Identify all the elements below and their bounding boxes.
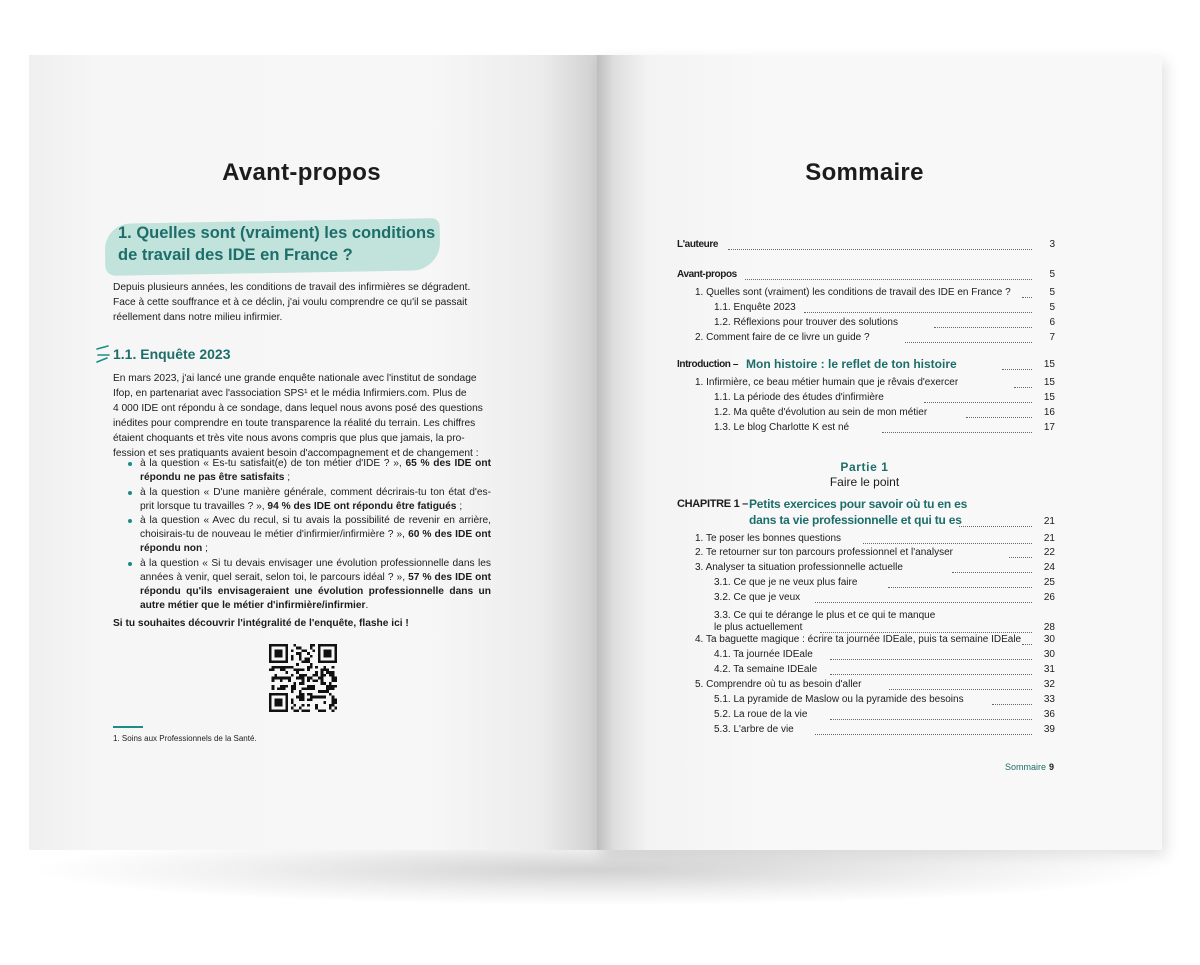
intro-paragraph [113,280,491,325]
page-title: Avant-propos [222,159,381,186]
survey-results-list [127,457,491,613]
toc-row[interactable] [597,358,1162,372]
dot-leader [889,689,1032,690]
toc-row[interactable] [597,376,1162,390]
dot-leader [882,432,1032,433]
toc-row[interactable] [597,708,1162,722]
toc-entry-label: 3.1. Ce que je ne veux plus faire [714,577,858,588]
page-number: 7 [1049,332,1055,343]
bullet-text: à la question « Es-tu satisfait(e) de ton métier d'IDE ? », [140,458,406,469]
qr-code-icon[interactable] [269,644,337,712]
dot-leader [1022,297,1032,298]
toc-entry-label: 4.2. Ta semaine IDEale [714,664,818,675]
dot-leader [1009,557,1032,558]
dot-leader [924,402,1032,403]
footnote: 1. Soins aux Professionnels de la Santé. [113,734,257,743]
bullet-end: ; [202,543,208,554]
chapter-prefix: CHAPITRE 1 – [677,498,748,510]
toc-row[interactable] [597,421,1162,435]
toc-row[interactable] [597,693,1162,707]
page-number: 28 [1043,622,1055,633]
page-number: 24 [1043,562,1055,573]
page-number: 21 [1043,516,1055,527]
dot-leader [992,704,1032,705]
dot-leader [959,526,1032,527]
section-heading [118,222,448,266]
subsection-heading: 1.1. Enquête 2023 [113,346,231,362]
toc-entry-label: 1. Quelles sont (vraiment) les conditions de travail des IDE en France ? [695,287,1011,298]
toc-entry-label: 1.2. Ma quête d'évolution au sein de mon métier [714,407,928,418]
text-line: Ifop, en partenariat avec l'association SPS¹ et le média Infirmiers.com. Plus de [113,388,467,399]
dot-leader [830,674,1032,675]
part-title: Faire le point [829,475,900,489]
list-item [127,514,491,556]
toc-entry-label: 3.2. Ce que je veux [714,592,801,603]
section-heading-line: de travail des IDE en France ? [118,246,353,264]
page-title: Sommaire [805,159,924,186]
bullet-end: ; [456,500,463,512]
right-page [597,55,1162,850]
page-number: 5 [1049,302,1055,313]
text-line: Face à cette souffrance et à ce déclin, j'ai voulu comprendre ce qu'il se passait [113,297,468,308]
page-number: 39 [1043,724,1055,735]
text-line: Depuis plusieurs années, les conditions de travail des infirmières se dégradent. [113,282,471,293]
toc-row[interactable] [597,238,1162,252]
dot-leader [1002,369,1032,370]
page-number: 30 [1043,649,1055,660]
toc-row[interactable] [597,286,1162,300]
page-number: 21 [1043,533,1055,544]
text-line: réellement dans notre milieu infirmier. [113,312,283,323]
text-line: 4 000 IDE ont répondu à ce sondage, dans lequel nous avons posé des questions [113,403,483,414]
bullet-emphasis: 94 % des IDE ont répondu être fatigués [267,500,457,512]
toc-row[interactable] [597,316,1162,330]
text-line: fession et ses pratiquants avaient besoin d'accompagnement et de changement : [113,448,479,459]
toc-entry-label: 1. Infirmière, ce beau métier humain que je rêvais d'exercer [695,377,959,388]
toc-row[interactable] [597,678,1162,692]
bullet-icon [128,562,132,566]
bullet-emphasis: 60 % des IDE ont répondu non [140,529,491,554]
toc-row[interactable] [597,532,1162,546]
dot-leader [830,659,1032,660]
toc-entry-label: 3.3. Ce qui te dérange le plus et ce qui te manque [714,610,936,621]
toc-entry-label: Avant-propos [677,269,737,280]
toc-entry-label: 5.1. La pyramide de Maslow ou la pyramide des besoins [714,694,964,705]
page-number: 16 [1043,407,1055,418]
page-number: 15 [1043,377,1055,388]
toc-row[interactable] [597,648,1162,662]
page-number: 3 [1049,239,1055,250]
toc-row[interactable] [597,406,1162,420]
page-number: 33 [1043,694,1055,705]
bullet-text: à la question « Si tu devais envisager une évolution professionnelle dans les années à venir, quel serait, selon toi, le parcours idéal ? », [140,557,491,583]
bullet-text: à la question « Avec du recul, si tu avais la possibilité de revenir en arrière, choisirais-tu de nouveau le métier d'infirmier/infirmière ? », [140,515,491,540]
toc-entry-label: 1.2. Réflexions pour trouver des solutions [714,317,898,328]
dot-leader [966,417,1032,418]
dot-leader [745,279,1032,280]
page-number: 30 [1043,634,1055,645]
page-number: 31 [1043,664,1055,675]
toc-entry-label: 5.3. L'arbre de vie [714,724,794,735]
toc-row[interactable] [597,331,1162,345]
bullet-emphasis: 65 % des IDE ont répondu ne pas être satisfaits [140,458,492,483]
list-item [127,557,491,613]
text-line: inédites pour comprendre en toute transparence la réalité du terrain. Les chiffres [113,418,476,429]
toc-entry-label: L'auteure [677,239,719,250]
toc-entry-label: Introduction – [677,359,739,370]
dot-leader [815,734,1032,735]
chapter-title: Petits exercices pour savoir où tu en es [749,497,968,511]
toc-entry-label: 1.1. Enquête 2023 [714,302,796,313]
dot-leader [1022,644,1032,645]
toc-entry-label: 1.1. La période des études d'infirmière [714,392,884,403]
bullet-icon [128,519,132,523]
dot-leader [952,572,1032,573]
toc-row[interactable] [597,546,1162,560]
bullet-icon [128,462,132,466]
toc-row[interactable] [597,723,1162,737]
page-number: 36 [1043,709,1055,720]
bullet-end: . [365,599,369,611]
toc-entry-label: 3. Analyser ta situation professionnelle actuelle [695,562,903,573]
spark-icon [95,341,111,369]
bullet-end: ; [284,472,291,483]
page-number: 5 [1049,287,1055,298]
dot-leader [905,342,1032,343]
body-paragraph [113,371,491,461]
page-number: 32 [1043,679,1055,690]
toc-entry-label: 2. Comment faire de ce livre un guide ? [695,332,870,343]
list-item [127,486,491,514]
bullet-icon [128,491,132,495]
toc-entry-label: 1. Te poser les bonnes questions [695,533,842,544]
toc-row[interactable] [597,633,1162,647]
toc-row[interactable] [597,591,1162,605]
page-number: 15 [1043,359,1055,370]
dot-leader [1014,387,1032,388]
chapter-title: dans ta vie professionnelle et qui tu es [749,513,962,527]
dot-leader [815,602,1032,603]
toc-entry-label: 1.3. Le blog Charlotte K est né [714,422,850,433]
text-line: En mars 2023, j'ai lancé une grande enquête nationale avec l'institut de sondage [113,373,477,384]
page-number: 25 [1043,577,1055,588]
page-number: 26 [1043,592,1055,603]
list-item [127,457,491,485]
toc-entry-subtitle: Mon histoire : le reflet de ton histoire [746,357,957,371]
dot-leader [888,587,1032,588]
running-footer: Sommaire [1005,762,1047,772]
dot-leader [863,543,1032,544]
toc-row[interactable] [597,391,1162,405]
toc-row[interactable] [597,561,1162,575]
dot-leader [728,249,1032,250]
left-page [29,55,599,850]
section-heading-line: 1. Quelles sont (vraiment) les conditions [118,224,436,242]
dot-leader [804,312,1032,313]
page-number: 15 [1043,392,1055,403]
toc-row[interactable] [597,576,1162,590]
chapter-row [597,515,1162,529]
toc-row[interactable] [597,301,1162,315]
page-number: 6 [1049,317,1055,328]
toc-entry-label: 4. Ta baguette magique : écrire ta journée IDEale, puis ta semaine IDEale [695,634,1022,645]
bullet-text: à la question « D'une manière générale, comment décrirais-tu ton état d'es-prit lorsque tu travailles ? », [140,486,491,512]
part-number: Partie 1 [840,460,889,474]
bullet-emphasis: 57 % des IDE ont répondu qu'ils envisageraient une évolution professionnelle dans un autre métier que le métier d'infirmière/infirmier [140,571,491,611]
page-number: 5 [1049,269,1055,280]
dot-leader [934,327,1032,328]
toc-entry-label: 5. Comprendre où tu as besoin d'aller [695,679,862,690]
dot-leader [830,719,1032,720]
toc-entry-label: 5.2. La roue de la vie [714,709,808,720]
folio-number: 9 [1049,762,1055,772]
toc-row[interactable] [597,663,1162,677]
toc-entry-label: le plus actuellement [714,622,803,633]
survey-cta: Si tu souhaites découvrir l'intégralité de l'enquête, flashe ici ! [113,618,409,629]
toc-entry-label: 2. Te retourner sur ton parcours professionnel et l'analyser [695,547,953,558]
toc-entry-label: 4.1. Ta journée IDEale [714,649,813,660]
page-number: 22 [1043,547,1055,558]
footnote-rule [113,726,143,728]
page-number: 17 [1043,422,1055,433]
toc-row[interactable] [597,268,1162,282]
text-line: étaient choquants et très vite nous avons compris que plus que jamais, la pro- [113,433,465,444]
